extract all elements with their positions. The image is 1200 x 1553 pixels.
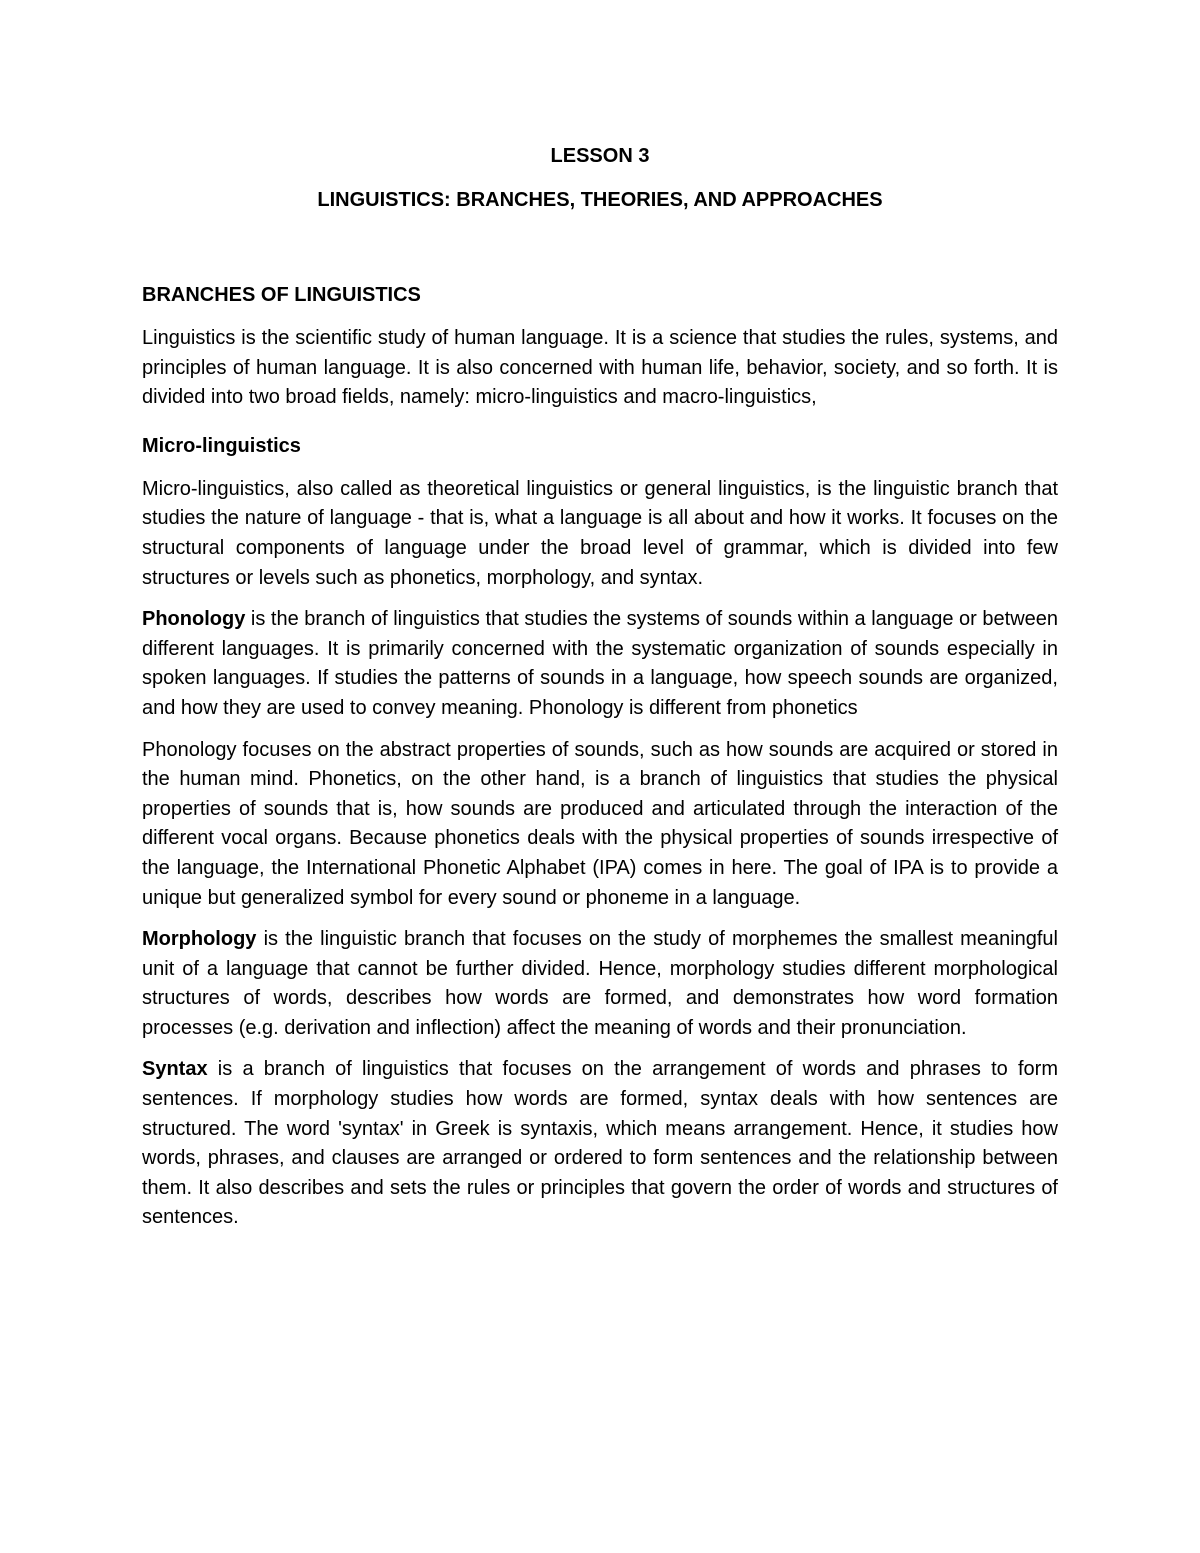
phonetics-paragraph: Phonology focuses on the abstract properties of sounds, such as how sounds are acquired or stored in the human mind. Phonetics, on the other hand, is a branch of linguistics that studies the physical properties of sounds that is, how sounds are produced and articulated through the interaction of the different vocal organs. Because phonetics deals with the physical properties of sounds irrespective of the language, the International Phonetic Alphabet (IPA) comes in here. The goal of IPA is to provide a unique but generalized symbol for every sound or phoneme in a language.	[142, 738, 1058, 909]
micro-linguistics-paragraph: Micro-linguistics, also called as theoretical linguistics or general linguistics, is the linguistic branch that studies the nature of language - that is, what a language is all about and how it works. It focuses on the structural components of language under the broad level of grammar, which is divided into few structures or levels such as phonetics, morphology, and syntax.	[142, 477, 1058, 589]
intro-paragraph: Linguistics is the scientific study of human language. It is a science that studies the rules, systems, and principles of human language. It is also concerned with human life, behavior, society, and so forth. It is divided into two broad fields, namely: micro-linguistics and macro-linguistics,	[142, 327, 1058, 409]
morphology-text: is the linguistic branch that focuses on the study of morphemes the smallest meaningful unit of a language that cannot be further divided. Hence, morphology studies different morphological structures of words, describes how words are formed, and demonstrates how word formation processes (e.g. derivation and inflection) affect the meaning of words and their pronunciation.	[142, 928, 1058, 1039]
lesson-title: LINGUISTICS: BRANCHES, THEORIES, AND APPROACHES	[317, 189, 883, 211]
document-page	[142, 138, 1058, 1233]
phonology-text: is the branch of linguistics that studies the systems of sounds within a language or between different languages. It is primarily concerned with the systematic organization of sounds especially in spoken languages. If studies the patterns of sounds in a language, how speech sounds are organized, and how they are used to convey meaning. Phonology is different from phonetics	[142, 608, 1059, 719]
morphology-term: Morphology	[142, 928, 257, 951]
morphology-paragraph	[142, 925, 1058, 1043]
section-heading: BRANCHES OF LINGUISTICS	[142, 284, 421, 306]
syntax-term: Syntax	[142, 1058, 208, 1081]
phonology-paragraph	[142, 605, 1058, 723]
micro-linguistics-heading: Micro-linguistics	[142, 434, 301, 457]
lesson-number: LESSON 3	[550, 145, 650, 167]
syntax-text: is a branch of linguistics that focuses on the arrangement of words and phrases to form sentences. If morphology studies how words are formed, syntax deals with how sentences are structured. The word 'syntax' in Greek is syntaxis, which means arrangement. Hence, it studies how words, phrases, and clauses are arranged or ordered to form sentences and the relationship between them. It also describes and sets the rules or principles that govern the order of words and structures of sentences.	[142, 1058, 1058, 1229]
phonology-term: Phonology	[142, 608, 246, 631]
syntax-paragraph	[142, 1055, 1058, 1233]
